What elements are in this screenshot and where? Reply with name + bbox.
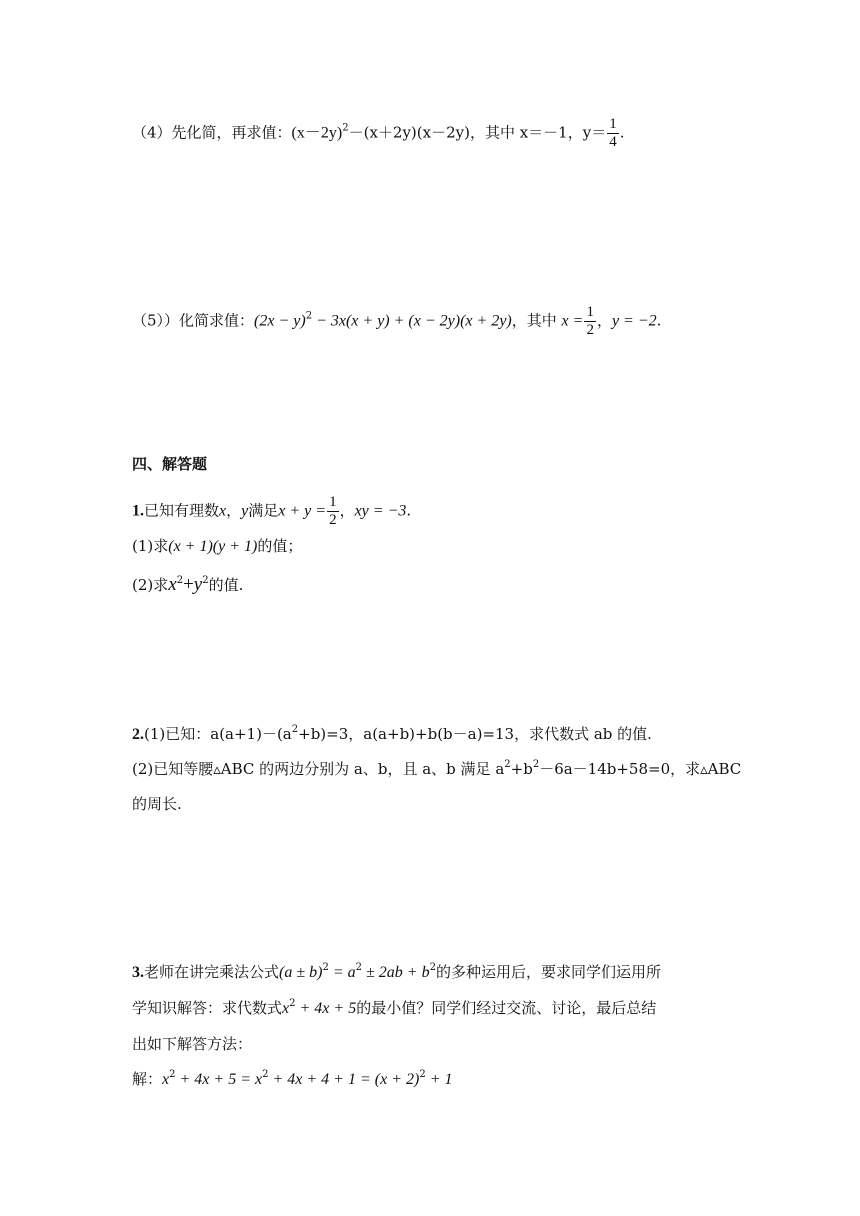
question-2-line-2-a: (2)已知等腰▵ABC 的两边分别为 a、b，且 a、b 满足 a [132,760,505,778]
question-3-solution-sup-2: 2 [262,1069,269,1080]
question-1-expr: x + y = [278,502,327,520]
problem-4-suffix: . [619,123,625,142]
question-3-line-1-a: 老师在讲完乘法公式 [144,963,280,981]
question-3-solution-sup-1: 2 [169,1069,176,1080]
question-3-solution-b: + 4x + 5 = x [175,1071,263,1088]
question-1-text2: 满足 [248,501,279,520]
problem-5-sup: 2 [305,310,313,322]
question-1-y: y [241,502,249,520]
problem-5-prefix: （5））化简求值： [132,311,255,330]
question-1-label: 1. [132,502,144,520]
question-2-line-2-b: +b [510,760,533,778]
fraction-denominator: 2 [586,322,594,338]
question-1-sub-2-sup-y: 2 [202,575,209,586]
problem-4-expr2: －(x＋2y)(x－2y)，其中 x＝－1，y＝ [348,123,607,142]
question-1-sub-2-y: y [193,574,203,595]
fraction-denominator: 4 [609,134,617,150]
question-2-line-2-sup-2: 2 [532,759,540,770]
question-3-label: 3. [132,964,144,981]
problem-4 [132,116,624,151]
question-1-x: x [219,502,227,520]
question-2-line-1-a: (1)已知：a(a+1)－(a [144,725,292,743]
problem-5 [132,304,661,339]
problem-5-y-eq: y = −2 [611,312,657,330]
question-2-line-1-sup: 2 [291,724,299,735]
problem-5-mid: ，其中 [511,311,562,330]
question-1-fraction [327,494,339,529]
question-2-label: 2. [132,726,144,743]
question-3-formula-c: ± 2ab + b [362,964,430,981]
question-2-line-2-c: －6a－14b+58=0，求▵ABC [539,760,742,778]
problem-4-prefix: （4）先化简，再求值： [132,123,292,142]
fraction-numerator: 1 [586,304,594,320]
question-1-comma: ， [339,501,355,520]
question-3-formula-a: (a ± b) [279,964,323,981]
question-2-line-1-b: +b)=3，a(a+b)+b(b－a)=13，求代数式 ab 的值. [298,725,652,743]
question-2-line-3: 的周长. [132,795,182,813]
question-1-sub-1-suffix: 的值； [257,537,303,555]
problem-5-x-eq: x = [561,312,584,330]
problem-4-sup: 2 [342,122,349,134]
question-3-expr-sup: 2 [289,998,296,1009]
question-1-sub-2-prefix: (2)求 [132,576,169,594]
question-1-sub-2 [132,575,243,595]
question-1 [132,494,411,529]
question-2-line-2 [132,759,741,779]
question-1-sub-2-x: x [168,574,177,595]
question-3-solution-a: x [162,1071,170,1088]
problem-4-expr: (x－2y) [291,124,343,142]
question-3-line-1 [132,962,661,983]
question-3-expr-b: + 4x + 5 [295,1000,357,1017]
section-heading: 四、解答题 [132,455,208,473]
fraction-numerator: 1 [609,116,617,132]
fraction-denominator: 2 [329,512,337,528]
question-2-line-2-sup-1: 2 [504,759,511,770]
question-3-line-3: 出如下解答方法： [132,1035,253,1053]
question-1-sub-2-suffix: 的值. [208,576,244,594]
question-3-line-1-b: 的多种运用后，要求同学们运用所 [435,963,661,981]
question-1-text1: 已知有理数 [144,501,220,520]
question-1-suffix: . [406,501,412,520]
fraction-numerator: 1 [329,494,337,510]
question-3-formula-sup-3: 2 [429,962,436,973]
question-1-sub-1 [132,536,302,557]
question-3-solution-label: 解： [132,1070,163,1088]
question-3-expr-a: x [282,1000,290,1017]
question-3-line-2-a: 学知识解答：求代数式 [132,999,283,1017]
question-3-line-2-b: 的最小值？同学们经过交流、讨论，最后总结 [356,999,657,1017]
question-3-formula-b: = a [328,964,356,981]
problem-5-comma: ， [596,311,612,330]
question-3-solution-sup-3: 2 [419,1069,426,1080]
question-1-sub-1-expr: (x + 1)(y + 1) [168,538,258,555]
question-3-solution [132,1069,452,1090]
question-1-sub-1-prefix: (1)求 [132,537,169,555]
question-3-solution-c: + 4x + 4 + 1 = (x + 2) [268,1071,420,1088]
problem-5-expr-b: − 3x(x + y) + (x − 2y)(x + 2y) [312,312,512,330]
question-1-expr2: xy = −3 [354,502,407,520]
problem-4-fraction [607,116,619,151]
question-3-line-2 [132,998,656,1019]
question-3-solution-d: + 1 [425,1071,453,1088]
problem-5-fraction [584,304,596,339]
question-1-sep: ， [226,501,242,520]
question-1-sub-2-plus: + [183,574,194,595]
problem-5-expr-a: (2x − y) [254,312,306,330]
question-3-formula-sup-2: 2 [355,962,362,973]
question-2-line-1 [132,724,652,745]
problem-5-suffix: . [656,311,662,330]
question-1-sub-2-sup-x: 2 [176,575,184,586]
question-3-formula-sup: 2 [322,962,329,973]
